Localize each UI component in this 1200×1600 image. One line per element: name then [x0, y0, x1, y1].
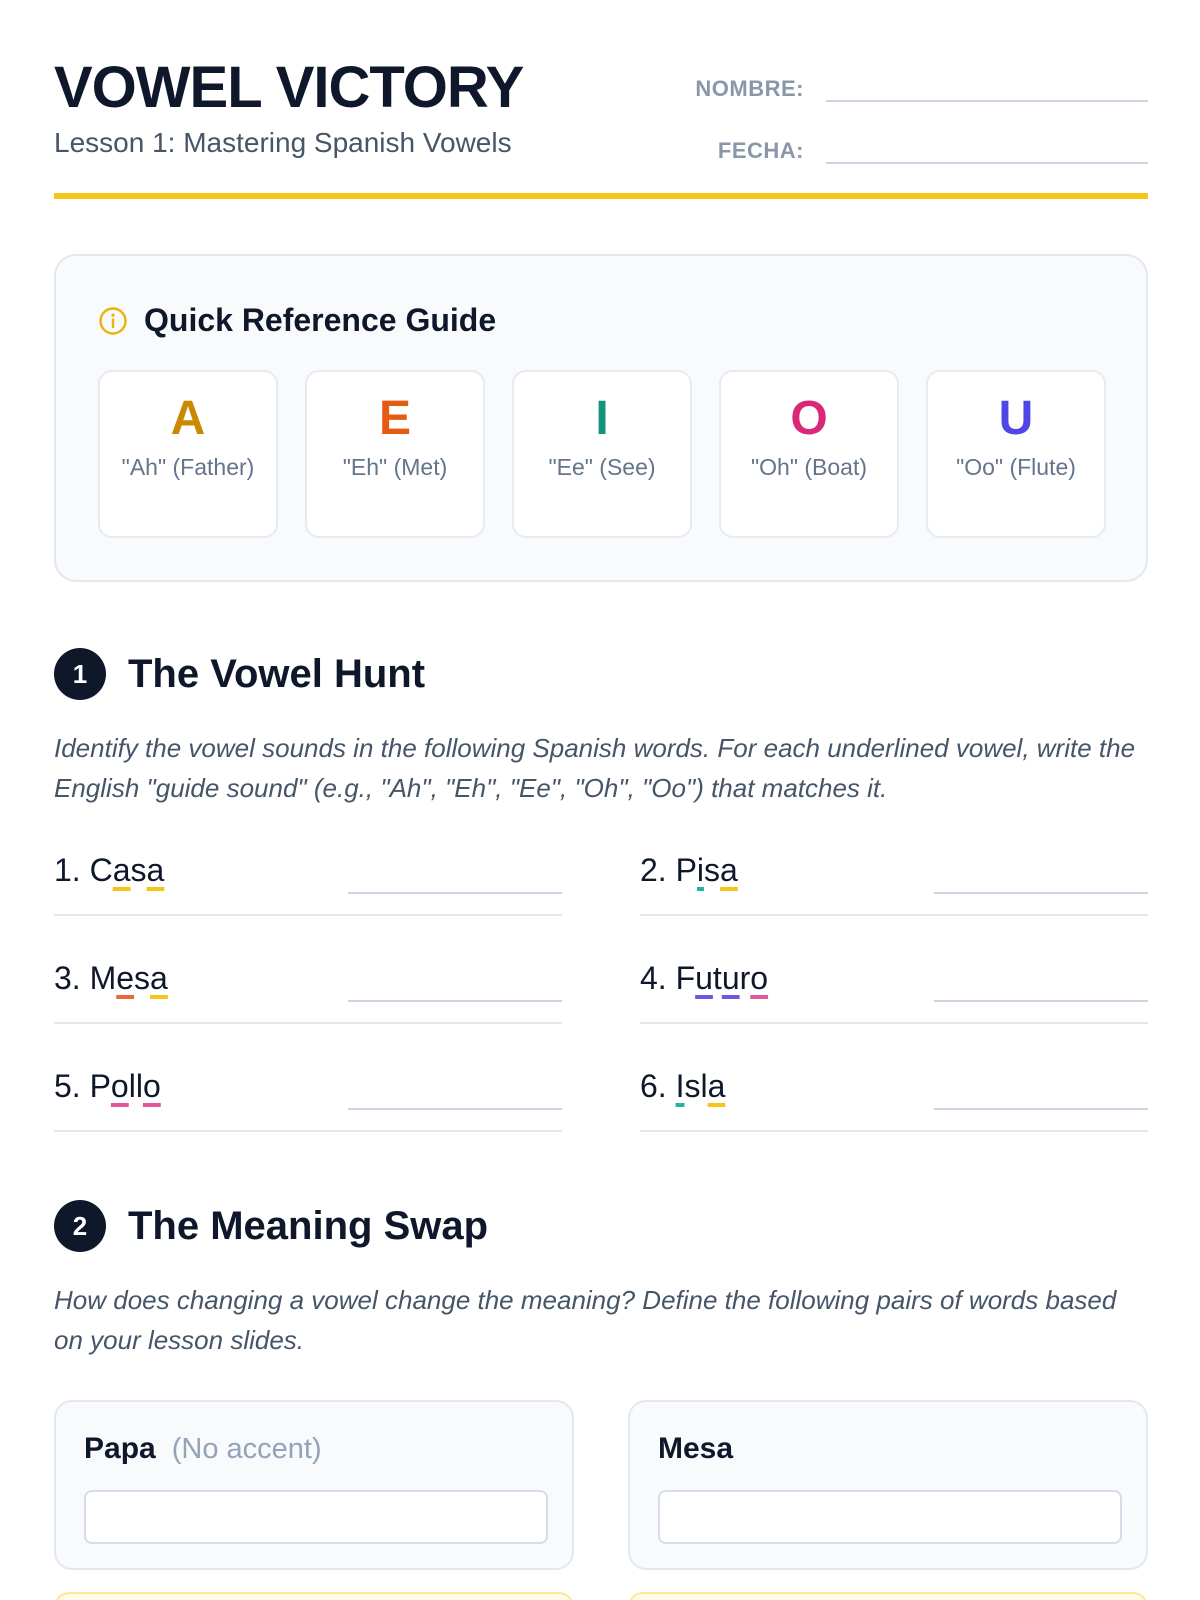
next-card-peek — [628, 1592, 1148, 1600]
exercise-item-3 — [54, 940, 562, 1024]
section-number-badge: 1 — [54, 648, 106, 700]
vowel-tile-u — [926, 370, 1106, 538]
exercise-word: 3. Mesa — [54, 960, 168, 996]
quick-reference-card — [54, 254, 1148, 582]
vowel-tile-e — [305, 370, 485, 538]
date-label: FECHA: — [717, 138, 804, 163]
vowel-sound: "Ah" (Father) — [121, 454, 255, 480]
exercise-word: 2. Pisa — [640, 852, 738, 888]
name-label: NOMBRE: — [695, 76, 804, 101]
name-line[interactable] — [826, 100, 1148, 102]
page-title: VOWEL VICTORY — [54, 55, 524, 120]
exercise-item-6 — [640, 1048, 1148, 1132]
page-subtitle: Lesson 1: Mastering Spanish Vowels — [54, 127, 512, 158]
vowel-letter: A — [170, 392, 206, 445]
pair-word-label — [658, 1432, 733, 1466]
vowel-letter: U — [998, 392, 1034, 445]
vowel-sound: "Ee" (See) — [548, 454, 656, 480]
exercise-item-4 — [640, 940, 1148, 1024]
vowel-letter: E — [378, 392, 411, 445]
exercise-word: 1. Casa — [54, 852, 165, 888]
vowel-letter: I — [595, 392, 609, 445]
answer-line[interactable] — [348, 1108, 562, 1110]
date-field[interactable] — [684, 132, 1148, 172]
pair-word: Papa — [84, 1432, 156, 1465]
word-pair-card-mesa — [628, 1400, 1148, 1570]
answer-line[interactable] — [348, 1000, 562, 1002]
vowel-sound: "Oh" (Boat) — [750, 454, 868, 480]
vowel-letter: O — [790, 392, 828, 445]
section-2-instructions: How does changing a vowel change the meaning? Define the following pairs of words based on your lesson slides. — [54, 1285, 1117, 1355]
answer-line[interactable] — [348, 892, 562, 894]
exercise-word: 5. Pollo — [54, 1068, 161, 1104]
pair-word: Mesa — [658, 1432, 734, 1465]
answer-line[interactable] — [934, 1000, 1148, 1002]
reference-title: Quick Reference Guide — [144, 302, 497, 338]
vowel-tile-i — [512, 370, 692, 538]
answer-line[interactable] — [934, 892, 1148, 894]
definition-input[interactable] — [658, 1490, 1122, 1544]
vowel-sound: "Eh" (Met) — [342, 454, 448, 480]
pair-note: (No accent) — [171, 1433, 322, 1465]
name-field[interactable] — [684, 70, 1148, 110]
worksheet-header — [54, 56, 1148, 202]
section-1-instructions: Identify the vowel sounds in the following Spanish words. For each underlined vowel, write the English "guide sound" (e.g., "Ah", "Eh", "Ee", "Oh", "Oo") that matches it. — [54, 733, 1136, 803]
exercise-item-1 — [54, 832, 562, 916]
info-icon — [98, 306, 128, 336]
vowel-sound: "Oo" (Flute) — [956, 454, 1076, 480]
answer-line[interactable] — [934, 1108, 1148, 1110]
exercise-item-2 — [640, 832, 1148, 916]
exercise-word: 6. Isla — [640, 1068, 726, 1104]
vowel-tile-o — [719, 370, 899, 538]
definition-input[interactable] — [84, 1490, 548, 1544]
date-line[interactable] — [826, 162, 1148, 164]
header-divider — [54, 193, 1148, 199]
vowel-tiles — [98, 370, 1106, 538]
exercise-word: 4. Futuro — [640, 960, 769, 996]
pair-word-label — [84, 1432, 322, 1466]
next-card-peek — [54, 1592, 574, 1600]
exercise-item-5 — [54, 1048, 562, 1132]
vowel-tile-a — [98, 370, 278, 538]
word-pair-card-papa — [54, 1400, 574, 1570]
section-number-badge: 2 — [54, 1200, 106, 1252]
section-title: The Meaning Swap — [128, 1204, 489, 1248]
section-title: The Vowel Hunt — [128, 652, 426, 696]
